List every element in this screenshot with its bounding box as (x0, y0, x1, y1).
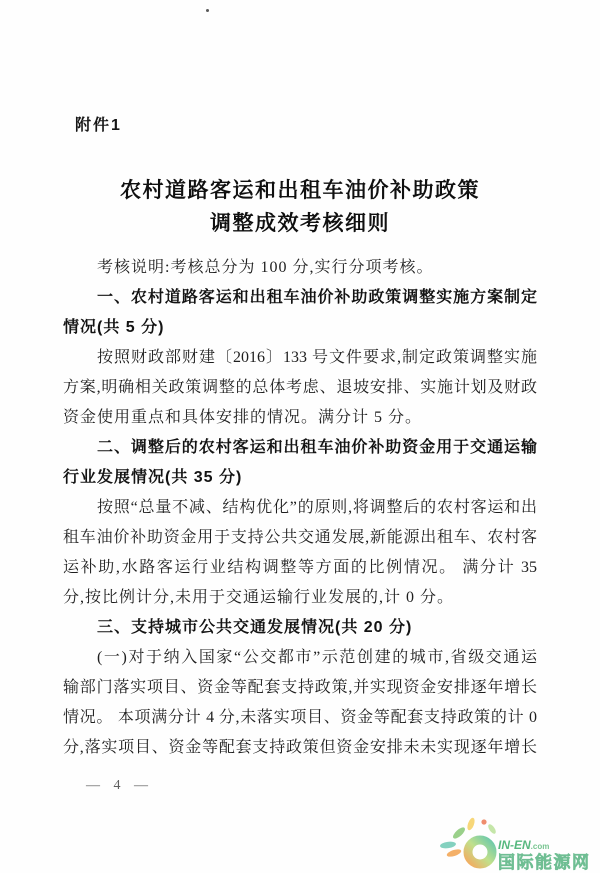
body-line: 方案,明确相关政策调整的总体考虑、退坡安排、实施计划及财政 (63, 379, 537, 396)
body-line: 三、支持城市公共交通发展情况(共 20 分) (97, 619, 413, 636)
body-line: 分,落实项目、资金等配套支持政策但资金安排未未实现逐年增长 (63, 739, 537, 756)
body-line: 行业发展情况(共 35 分) (63, 469, 243, 486)
attachment-label: 附件1 (75, 117, 122, 134)
body-line: 情况(共 5 分) (63, 319, 165, 336)
body-line: 运补助,水路客运行业结构调整等方面的比例情况。 满分计 35 (63, 559, 537, 576)
body-line: 情况。 本项满分计 4 分,未落实项目、资金等配套支持政策的计 0 (63, 709, 537, 726)
watermark-site-text: IN-EN.com (498, 838, 550, 852)
page-title-line2: 调整成效考核细则 (210, 212, 390, 235)
body-line: 考核说明:考核总分为 100 分,实行分项考核。 (97, 259, 434, 276)
body-line: 按照“总量不减、结构优化”的原则,将调整后的农村客运和出 (97, 499, 537, 516)
paragraph-section-2-heading (63, 433, 537, 493)
body-line: 租车油价补助资金用于支持公共交通发展,新能源出租车、农村客 (63, 529, 537, 546)
scan-speck (206, 9, 209, 12)
body-line: 分,按比例计分,未用于交通运输行业发展的,计 0 分。 (63, 589, 455, 606)
paragraph-section-3-heading (63, 613, 537, 643)
paragraph-section-2-body (63, 493, 537, 613)
page-number: — 4 — (86, 778, 153, 793)
body-line: 二、调整后的农村客运和出租车油价补助资金用于交通运输 (97, 439, 537, 456)
page-title-line1: 农村道路客运和出租车油价补助政策 (120, 179, 480, 202)
paragraph-section-1-heading (63, 283, 537, 343)
watermark (438, 816, 600, 873)
paragraph-section-1-body (63, 343, 537, 433)
body-line: 输部门落实项目、资金等配套支持政策,并实现资金安排逐年增长 (63, 679, 537, 696)
body-line: 一、农村道路客运和出租车油价补助政策调整实施方案制定 (97, 289, 537, 306)
document-body (63, 253, 537, 763)
page-title (0, 174, 600, 240)
paragraph-assessment-note (63, 253, 537, 283)
body-line: 按照财政部财建〔2016〕133 号文件要求,制定政策调整实施 (97, 349, 537, 366)
watermark-name-text: 国际能源网 (498, 853, 591, 872)
paragraph-section-3-body (63, 643, 537, 763)
body-line: 资金使用重点和具体安排的情况。满分计 5 分。 (63, 409, 423, 426)
body-line: (一)对于纳入国家“公交都市”示范创建的城市,省级交通运 (97, 649, 537, 666)
in-en-logo-icon (438, 816, 600, 873)
